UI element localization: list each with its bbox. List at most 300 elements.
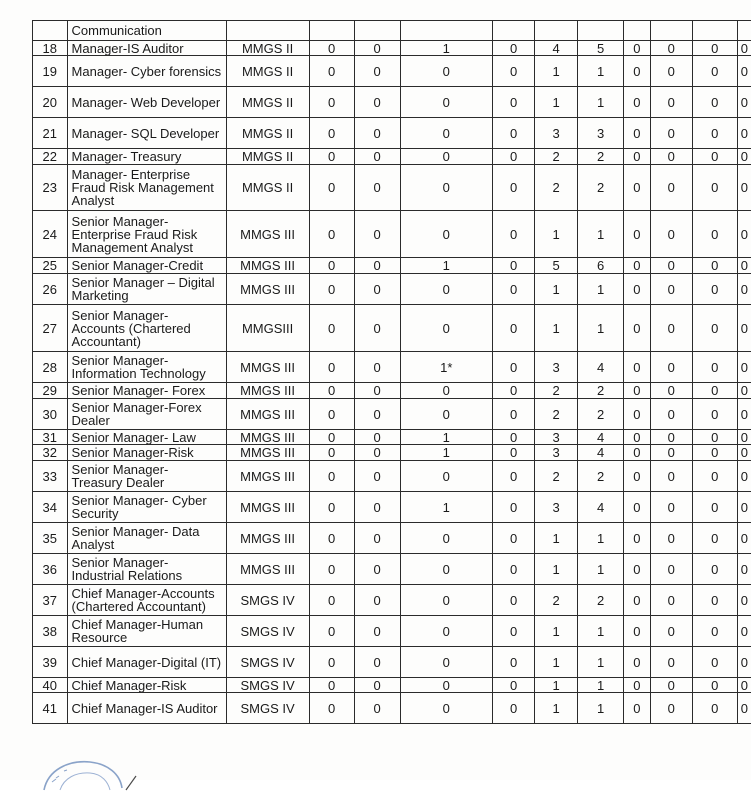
vacancy-count-cell: 0 <box>354 352 400 383</box>
vacancy-count-cell: 1 <box>535 56 578 87</box>
vacancy-count-cell: 0 <box>737 305 751 352</box>
vacancy-count-cell: 0 <box>624 211 651 258</box>
table-row <box>33 211 751 258</box>
vacancy-count-cell: 0 <box>692 523 737 554</box>
vacancy-count-cell: 1 <box>400 430 493 445</box>
vacancy-count-cell: 0 <box>493 352 535 383</box>
vacancy-count-cell: 0 <box>354 647 400 678</box>
pay-scale-cell: MMGS II <box>226 118 309 149</box>
serial-number-cell: 37 <box>33 585 68 616</box>
vacancy-count-cell <box>578 21 624 41</box>
vacancy-count-cell: 0 <box>737 274 751 305</box>
vacancy-count-cell: 0 <box>354 523 400 554</box>
vacancy-count-cell: 0 <box>400 585 493 616</box>
vacancy-count-cell: 3 <box>535 118 578 149</box>
vacancy-count-cell: 0 <box>624 56 651 87</box>
vacancy-count-cell: 2 <box>535 585 578 616</box>
pay-scale-cell: MMGS III <box>226 211 309 258</box>
vacancy-count-cell: 0 <box>737 616 751 647</box>
vacancy-count-cell: 0 <box>692 352 737 383</box>
vacancy-count-cell: 0 <box>624 165 651 211</box>
table-row <box>33 523 751 554</box>
vacancy-count-cell: 0 <box>493 56 535 87</box>
vacancy-count-cell: 0 <box>493 523 535 554</box>
vacancy-count-cell: 2 <box>578 399 624 430</box>
vacancy-count-cell <box>354 21 400 41</box>
table-row <box>33 678 751 693</box>
vacancy-count-cell <box>650 21 692 41</box>
vacancy-count-cell: 2 <box>578 149 624 165</box>
vacancy-count-cell: 0 <box>650 647 692 678</box>
vacancy-count-cell: 0 <box>309 56 354 87</box>
vacancy-count-cell: 0 <box>624 149 651 165</box>
vacancy-count-cell: 0 <box>354 165 400 211</box>
vacancy-count-cell: 4 <box>578 352 624 383</box>
vacancy-count-cell: 0 <box>309 523 354 554</box>
vacancy-count-cell: 2 <box>535 149 578 165</box>
vacancy-count-cell: 0 <box>493 87 535 118</box>
vacancy-count-cell: 1 <box>535 87 578 118</box>
vacancy-count-cell: 0 <box>493 554 535 585</box>
vacancy-count-cell: 0 <box>354 274 400 305</box>
vacancy-count-cell: 0 <box>354 492 400 523</box>
vacancy-count-cell: 0 <box>493 274 535 305</box>
vacancy-count-cell: 0 <box>493 383 535 399</box>
serial-number-cell: 36 <box>33 554 68 585</box>
table-row <box>33 647 751 678</box>
table-row <box>33 305 751 352</box>
vacancy-count-cell: 0 <box>493 41 535 56</box>
vacancy-count-cell: 0 <box>692 461 737 492</box>
vacancy-count-cell: 0 <box>354 383 400 399</box>
vacancy-count-cell: 0 <box>692 399 737 430</box>
vacancy-count-cell: 1 <box>578 523 624 554</box>
post-name-cell: Senior Manager- Data Analyst <box>67 523 226 554</box>
vacancy-count-cell: 0 <box>737 430 751 445</box>
table-row <box>33 21 751 41</box>
vacancy-count-cell: 0 <box>354 554 400 585</box>
table-row <box>33 399 751 430</box>
vacancy-count-cell: 1 <box>578 87 624 118</box>
vacancy-count-cell: 0 <box>650 399 692 430</box>
vacancy-count-cell: 4 <box>578 445 624 461</box>
pay-scale-cell: SMGS IV <box>226 693 309 724</box>
vacancy-count-cell: 0 <box>400 616 493 647</box>
vacancy-count-cell: 0 <box>650 258 692 274</box>
vacancy-count-cell: 2 <box>578 461 624 492</box>
vacancy-count-cell: 0 <box>624 616 651 647</box>
vacancy-count-cell: 0 <box>692 211 737 258</box>
vacancy-count-cell: 0 <box>309 274 354 305</box>
vacancy-count-cell: 0 <box>493 305 535 352</box>
vacancy-count-cell: 0 <box>692 492 737 523</box>
pay-scale-cell: MMGSIII <box>226 305 309 352</box>
vacancy-count-cell: 0 <box>309 399 354 430</box>
pay-scale-cell: MMGS II <box>226 41 309 56</box>
vacancy-count-cell: 0 <box>650 165 692 211</box>
vacancy-count-cell: 0 <box>309 616 354 647</box>
table-row <box>33 693 751 724</box>
serial-number-cell: 27 <box>33 305 68 352</box>
vacancy-count-cell: 0 <box>400 461 493 492</box>
pay-scale-cell: MMGS III <box>226 352 309 383</box>
vacancy-count-cell: 0 <box>737 461 751 492</box>
vacancy-count-cell: 0 <box>650 445 692 461</box>
vacancy-count-cell: 1 <box>578 616 624 647</box>
vacancy-count-cell: 0 <box>354 258 400 274</box>
vacancy-count-cell: 0 <box>400 523 493 554</box>
vacancy-count-cell: 0 <box>309 678 354 693</box>
vacancy-count-cell: 0 <box>737 445 751 461</box>
vacancy-count-cell: 0 <box>354 87 400 118</box>
vacancy-count-cell: 0 <box>309 445 354 461</box>
vacancy-count-cell: 0 <box>493 616 535 647</box>
vacancy-count-cell: 0 <box>650 461 692 492</box>
vacancy-count-cell: 1 <box>535 554 578 585</box>
vacancy-count-cell: 0 <box>737 678 751 693</box>
pay-scale-cell: MMGS III <box>226 258 309 274</box>
vacancy-count-cell <box>493 21 535 41</box>
vacancy-count-cell: 1* <box>400 352 493 383</box>
vacancy-count-cell: 0 <box>493 211 535 258</box>
vacancy-count-cell <box>535 21 578 41</box>
vacancy-count-cell: 0 <box>400 383 493 399</box>
vacancy-count-cell: 0 <box>354 41 400 56</box>
vacancy-count-cell: 0 <box>309 211 354 258</box>
vacancy-count-cell: 0 <box>354 305 400 352</box>
pay-scale-cell: MMGS II <box>226 56 309 87</box>
table-row <box>33 165 751 211</box>
post-name-cell: Senior Manager-Risk <box>67 445 226 461</box>
vacancy-count-cell: 0 <box>309 305 354 352</box>
vacancy-count-cell: 2 <box>578 585 624 616</box>
vacancy-count-cell: 3 <box>578 118 624 149</box>
vacancy-count-cell: 2 <box>535 383 578 399</box>
vacancy-count-cell: 0 <box>650 492 692 523</box>
vacancy-count-cell: 0 <box>692 647 737 678</box>
vacancy-count-cell: 0 <box>692 554 737 585</box>
pay-scale-cell: MMGS III <box>226 461 309 492</box>
table-row <box>33 461 751 492</box>
vacancy-count-cell: 0 <box>737 492 751 523</box>
vacancy-count-cell: 0 <box>309 693 354 724</box>
vacancy-count-cell: 0 <box>400 56 493 87</box>
vacancy-count-cell: 0 <box>737 523 751 554</box>
vacancy-count-cell: 0 <box>624 554 651 585</box>
pay-scale-cell <box>226 21 309 41</box>
vacancy-count-cell: 0 <box>624 492 651 523</box>
vacancy-count-cell <box>400 21 493 41</box>
vacancy-count-cell: 0 <box>624 305 651 352</box>
vacancy-count-cell: 0 <box>309 258 354 274</box>
pay-scale-cell: MMGS II <box>226 165 309 211</box>
serial-number-cell: 22 <box>33 149 68 165</box>
post-name-cell: Manager- Enterprise Fraud Risk Management Analyst <box>67 165 226 211</box>
vacancy-count-cell: 2 <box>535 461 578 492</box>
pay-scale-cell: MMGS II <box>226 87 309 118</box>
vacancy-count-cell: 0 <box>400 647 493 678</box>
vacancy-count-cell: 3 <box>535 445 578 461</box>
vacancy-count-cell: 0 <box>650 616 692 647</box>
vacancy-count-cell: 0 <box>650 554 692 585</box>
vacancy-count-cell: 0 <box>650 149 692 165</box>
post-name-cell: Senior Manager-Credit <box>67 258 226 274</box>
vacancy-count-cell: 0 <box>737 211 751 258</box>
vacancy-count-cell: 0 <box>692 678 737 693</box>
vacancy-count-cell: 0 <box>650 523 692 554</box>
vacancy-count-cell: 0 <box>692 274 737 305</box>
vacancy-count-cell <box>624 21 651 41</box>
vacancy-count-cell <box>309 21 354 41</box>
vacancy-count-cell: 0 <box>650 56 692 87</box>
vacancy-count-cell: 0 <box>309 149 354 165</box>
vacancy-count-cell: 0 <box>400 165 493 211</box>
vacancy-count-cell: 0 <box>400 693 493 724</box>
post-name-cell: Senior Manager- Enterprise Fraud Risk Management Analyst <box>67 211 226 258</box>
table-row <box>33 383 751 399</box>
vacancy-count-cell: 0 <box>493 647 535 678</box>
vacancy-count-cell: 0 <box>309 118 354 149</box>
vacancy-count-cell: 0 <box>493 258 535 274</box>
vacancy-count-cell: 1 <box>535 693 578 724</box>
vacancy-count-cell: 0 <box>309 554 354 585</box>
post-name-cell: Senior Manager- Law <box>67 430 226 445</box>
vacancy-count-cell: 0 <box>692 87 737 118</box>
vacancy-count-cell: 2 <box>578 165 624 211</box>
vacancy-count-cell: 0 <box>493 149 535 165</box>
vacancy-count-cell: 0 <box>354 585 400 616</box>
vacancy-count-cell: 1 <box>400 492 493 523</box>
serial-number-cell: 23 <box>33 165 68 211</box>
vacancy-count-cell: 0 <box>737 258 751 274</box>
table-row <box>33 258 751 274</box>
serial-number-cell: 40 <box>33 678 68 693</box>
vacancy-count-cell: 5 <box>535 258 578 274</box>
vacancy-count-cell: 3 <box>535 492 578 523</box>
serial-number-cell: 30 <box>33 399 68 430</box>
pay-scale-cell: MMGS III <box>226 274 309 305</box>
vacancy-count-cell <box>692 21 737 41</box>
vacancy-count-cell: 0 <box>354 430 400 445</box>
vacancy-count-cell: 0 <box>737 693 751 724</box>
serial-number-cell: 29 <box>33 383 68 399</box>
vacancy-count-cell: 0 <box>493 492 535 523</box>
table-row <box>33 118 751 149</box>
vacancy-count-cell: 0 <box>737 647 751 678</box>
post-name-cell: Senior Manager-Forex Dealer <box>67 399 226 430</box>
vacancy-count-cell: 0 <box>354 211 400 258</box>
serial-number-cell: 31 <box>33 430 68 445</box>
vacancy-count-cell: 0 <box>493 165 535 211</box>
pay-scale-cell: SMGS IV <box>226 616 309 647</box>
post-name-cell: Chief Manager-IS Auditor <box>67 693 226 724</box>
vacancy-count-cell: 3 <box>535 430 578 445</box>
vacancy-count-cell: 0 <box>737 41 751 56</box>
vacancy-count-cell: 0 <box>692 616 737 647</box>
vacancy-count-cell: 1 <box>535 523 578 554</box>
post-name-cell: Senior Manager- Industrial Relations <box>67 554 226 585</box>
vacancy-count-cell: 0 <box>309 492 354 523</box>
post-name-cell: Manager-IS Auditor <box>67 41 226 56</box>
vacancy-count-cell: 2 <box>535 399 578 430</box>
serial-number-cell: 39 <box>33 647 68 678</box>
vacancy-count-cell: 0 <box>400 554 493 585</box>
vacancy-count-cell: 1 <box>578 305 624 352</box>
vacancy-count-cell: 0 <box>737 165 751 211</box>
vacancy-count-cell: 0 <box>692 383 737 399</box>
post-name-cell: Senior Manager- Information Technology <box>67 352 226 383</box>
vacancy-count-cell: 0 <box>493 693 535 724</box>
vacancy-count-cell: 0 <box>493 430 535 445</box>
vacancy-count-cell: 0 <box>354 616 400 647</box>
table-row <box>33 352 751 383</box>
vacancy-count-cell: 1 <box>400 41 493 56</box>
serial-number-cell: 33 <box>33 461 68 492</box>
table-row <box>33 585 751 616</box>
vacancy-count-cell: 0 <box>493 678 535 693</box>
vacancy-count-cell: 1 <box>535 647 578 678</box>
vacancy-count-cell: 1 <box>400 258 493 274</box>
pay-scale-cell: MMGS III <box>226 492 309 523</box>
vacancy-count-cell: 0 <box>692 445 737 461</box>
vacancy-count-cell: 5 <box>578 41 624 56</box>
vacancy-count-cell: 0 <box>737 383 751 399</box>
pay-scale-cell: SMGS IV <box>226 585 309 616</box>
vacancy-count-cell: 1 <box>578 647 624 678</box>
post-name-cell: Chief Manager-Accounts (Chartered Accountant) <box>67 585 226 616</box>
vacancy-count-cell: 0 <box>354 445 400 461</box>
vacancy-count-cell: 2 <box>535 165 578 211</box>
vacancy-count-cell: 0 <box>400 274 493 305</box>
vacancy-count-cell: 0 <box>354 118 400 149</box>
post-name-cell: Manager- Web Developer <box>67 87 226 118</box>
vacancy-count-cell: 0 <box>354 678 400 693</box>
post-name-cell: Manager- SQL Developer <box>67 118 226 149</box>
serial-number-cell <box>33 21 68 41</box>
vacancy-count-cell: 1 <box>535 274 578 305</box>
vacancy-count-cell: 0 <box>309 165 354 211</box>
vacancy-count-cell: 0 <box>624 523 651 554</box>
vacancy-count-cell: 0 <box>493 118 535 149</box>
vacancy-count-cell: 0 <box>493 461 535 492</box>
serial-number-cell: 28 <box>33 352 68 383</box>
vacancy-count-cell: 0 <box>737 554 751 585</box>
vacancy-count-cell: 0 <box>737 585 751 616</box>
pay-scale-cell: MMGS III <box>226 430 309 445</box>
vacancy-count-cell: 4 <box>535 41 578 56</box>
serial-number-cell: 41 <box>33 693 68 724</box>
table-row <box>33 56 751 87</box>
vacancy-count-cell: 1 <box>578 678 624 693</box>
vacancy-count-cell: 0 <box>354 693 400 724</box>
pay-scale-cell: MMGS III <box>226 554 309 585</box>
vacancy-count-cell: 1 <box>535 678 578 693</box>
vacancy-count-cell: 0 <box>400 87 493 118</box>
vacancy-count-cell: 0 <box>624 274 651 305</box>
vacancy-count-cell <box>737 21 751 41</box>
post-name-cell: Manager- Treasury <box>67 149 226 165</box>
pay-scale-cell: MMGS III <box>226 383 309 399</box>
serial-number-cell: 32 <box>33 445 68 461</box>
vacancy-count-cell: 0 <box>624 352 651 383</box>
vacancy-count-cell: 0 <box>624 41 651 56</box>
vacancy-count-cell: 0 <box>493 445 535 461</box>
serial-number-cell: 20 <box>33 87 68 118</box>
serial-number-cell: 26 <box>33 274 68 305</box>
vacancy-count-cell: 0 <box>650 693 692 724</box>
vacancy-count-cell: 0 <box>692 165 737 211</box>
office-stamp <box>38 752 148 792</box>
vacancy-count-cell: 4 <box>578 492 624 523</box>
table-row <box>33 492 751 523</box>
vacancy-count-cell: 2 <box>578 383 624 399</box>
vacancy-count-cell: 0 <box>400 678 493 693</box>
vacancy-count-cell: 6 <box>578 258 624 274</box>
vacancy-count-cell: 0 <box>650 41 692 56</box>
table-row <box>33 616 751 647</box>
vacancy-count-cell: 0 <box>737 399 751 430</box>
vacancy-count-cell: 0 <box>650 87 692 118</box>
pay-scale-cell: MMGS II <box>226 149 309 165</box>
vacancy-count-cell: 0 <box>692 56 737 87</box>
vacancy-count-cell: 0 <box>650 211 692 258</box>
vacancy-count-cell: 1 <box>535 305 578 352</box>
table-row <box>33 41 751 56</box>
vacancy-count-cell: 0 <box>624 399 651 430</box>
vacancy-count-cell: 0 <box>692 118 737 149</box>
vacancy-count-cell: 0 <box>354 399 400 430</box>
vacancy-table <box>32 20 751 724</box>
vacancy-count-cell: 0 <box>650 118 692 149</box>
vacancy-count-cell: 0 <box>309 383 354 399</box>
serial-number-cell: 38 <box>33 616 68 647</box>
vacancy-count-cell: 1 <box>535 211 578 258</box>
vacancy-count-cell: 0 <box>624 118 651 149</box>
post-name-cell: Manager- Cyber forensics <box>67 56 226 87</box>
vacancy-count-cell: 0 <box>493 399 535 430</box>
vacancy-count-cell: 1 <box>400 445 493 461</box>
vacancy-count-cell: 0 <box>624 647 651 678</box>
vacancy-count-cell: 0 <box>650 383 692 399</box>
post-name-cell: Senior Manager- Forex <box>67 383 226 399</box>
vacancy-count-cell: 0 <box>309 647 354 678</box>
table-row <box>33 430 751 445</box>
vacancy-count-cell: 0 <box>692 305 737 352</box>
vacancy-count-cell: 0 <box>692 149 737 165</box>
post-name-cell: Chief Manager-Digital (IT) <box>67 647 226 678</box>
vacancy-count-cell: 0 <box>400 399 493 430</box>
pay-scale-cell: MMGS III <box>226 523 309 554</box>
table-row <box>33 149 751 165</box>
vacancy-count-cell: 0 <box>624 87 651 118</box>
vacancy-count-cell: 0 <box>309 352 354 383</box>
vacancy-count-cell: 0 <box>624 693 651 724</box>
vacancy-count-cell: 0 <box>309 87 354 118</box>
vacancy-count-cell: 0 <box>737 352 751 383</box>
vacancy-count-cell: 0 <box>692 585 737 616</box>
vacancy-count-cell: 0 <box>309 585 354 616</box>
pay-scale-cell: SMGS IV <box>226 647 309 678</box>
post-name-cell: Chief Manager-Risk <box>67 678 226 693</box>
vacancy-count-cell: 0 <box>624 585 651 616</box>
vacancy-count-cell: 0 <box>737 56 751 87</box>
vacancy-count-cell: 0 <box>354 56 400 87</box>
post-name-cell: Communication <box>67 21 226 41</box>
vacancy-count-cell: 1 <box>535 616 578 647</box>
vacancy-count-cell: 0 <box>624 258 651 274</box>
vacancy-count-cell: 0 <box>737 118 751 149</box>
vacancy-count-cell: 0 <box>692 41 737 56</box>
